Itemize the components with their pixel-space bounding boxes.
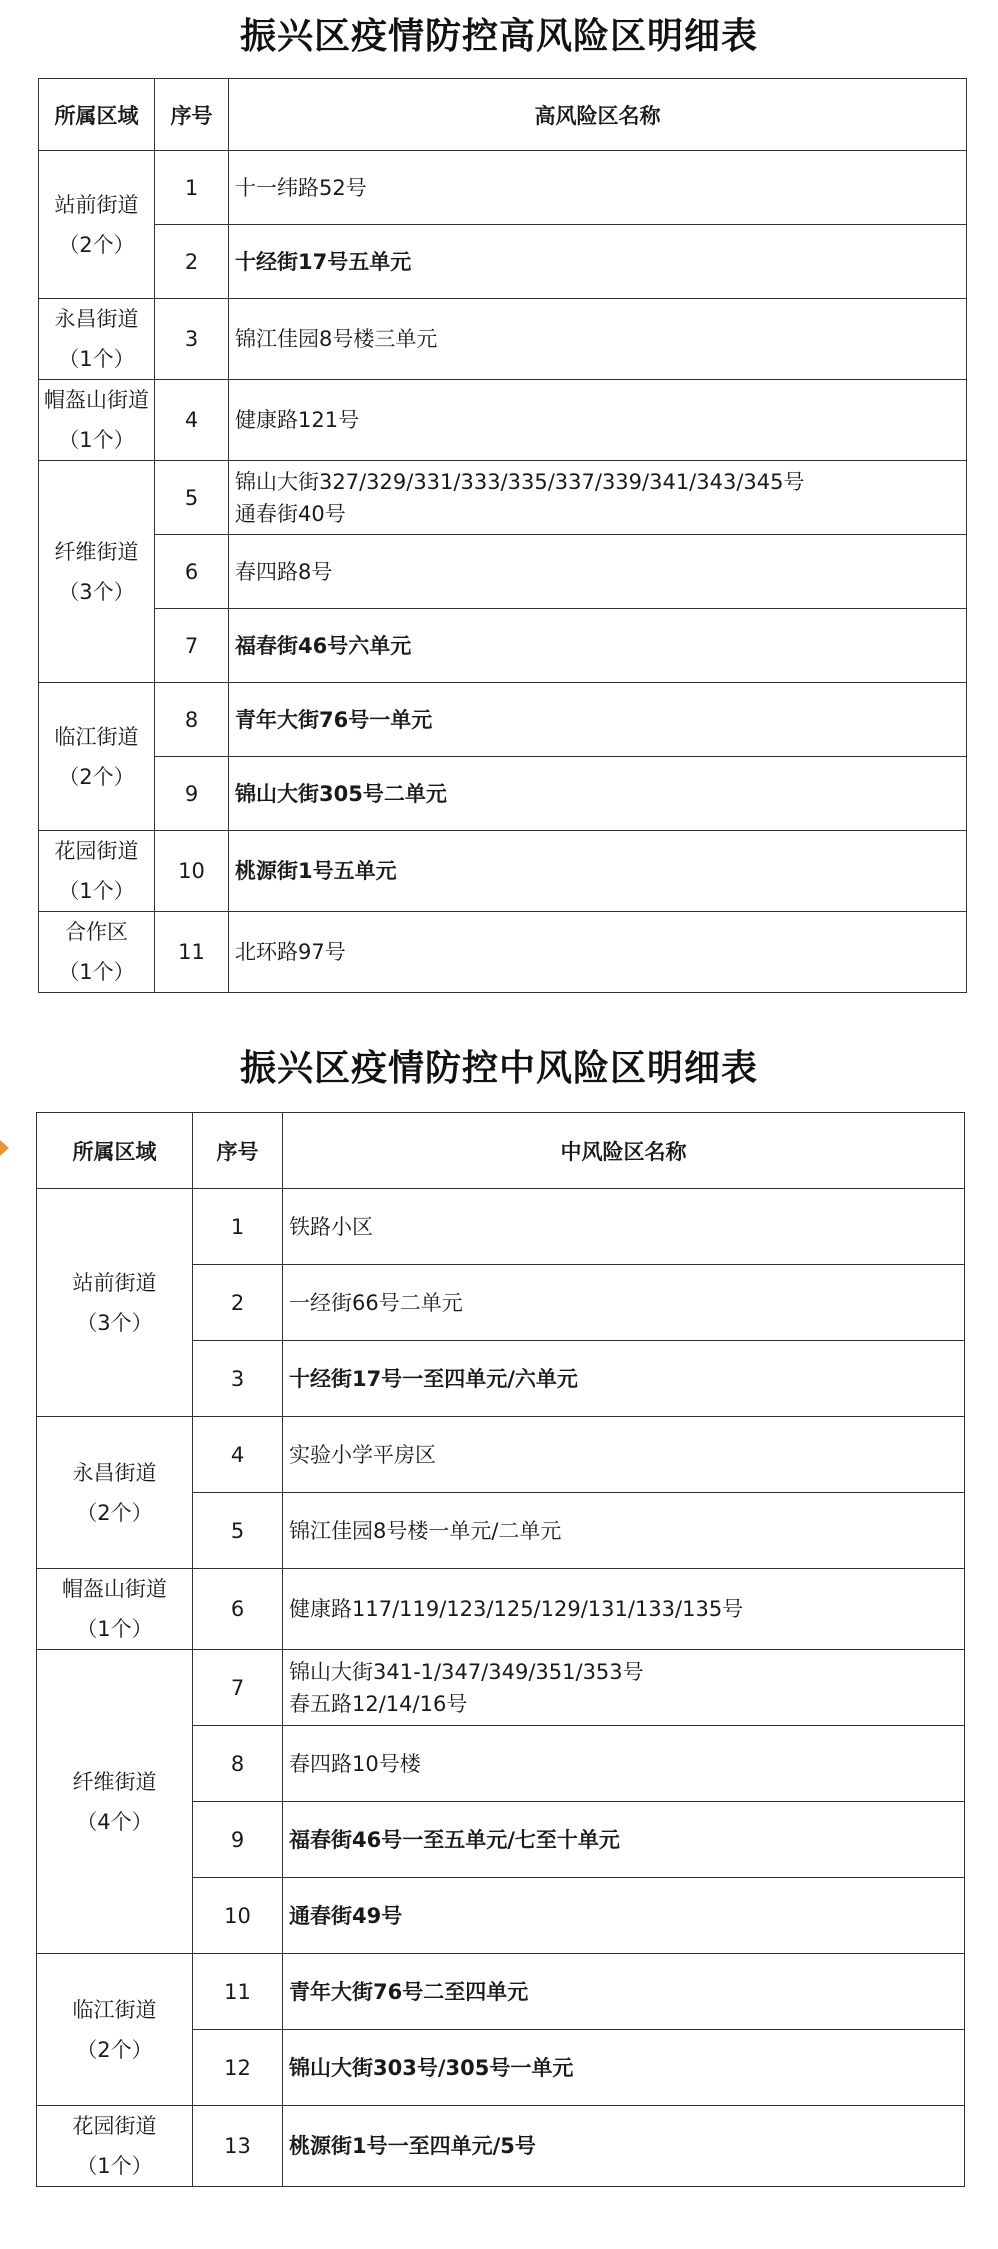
orange-arrow-marker xyxy=(0,1140,9,1156)
column-header-seq: 序号 xyxy=(193,1113,283,1189)
seq-cell: 2 xyxy=(193,1265,283,1341)
seq-cell: 11 xyxy=(155,912,229,993)
region-cell xyxy=(37,1189,193,1417)
region-count: （2个） xyxy=(76,1500,153,1525)
table-row xyxy=(39,683,967,757)
area-name-cell: 实验小学平房区 xyxy=(283,1417,965,1493)
region-count: （1个） xyxy=(76,1617,153,1641)
area-name-cell xyxy=(229,461,967,535)
seq-cell: 5 xyxy=(155,461,229,535)
region-name: 纤维街道 xyxy=(54,539,139,564)
area-name-cell: 桃源街1号一至四单元/5号 xyxy=(283,2106,965,2187)
region-count: （1个） xyxy=(76,2154,153,2178)
table-row xyxy=(37,1650,965,1726)
area-name-cell: 春四路10号楼 xyxy=(283,1726,965,1802)
region-cell xyxy=(39,461,155,683)
table-row xyxy=(37,2106,965,2187)
region-cell xyxy=(39,831,155,912)
seq-cell: 9 xyxy=(193,1802,283,1878)
table-row xyxy=(37,1569,965,1650)
column-header-seq: 序号 xyxy=(155,79,229,151)
table-row xyxy=(39,535,967,609)
region-name: 永昌街道 xyxy=(54,307,139,331)
region-name: 临江街道 xyxy=(54,724,139,749)
table-header-row xyxy=(37,1113,965,1189)
high-risk-table-title: 振兴区疫情防控高风险区明细表 xyxy=(239,16,758,57)
region-count: （4个） xyxy=(76,1809,153,1834)
table-row xyxy=(39,299,967,380)
table-row xyxy=(39,461,967,535)
area-name-cell: 锦山大街305号二单元 xyxy=(229,757,967,831)
region-cell xyxy=(39,380,155,461)
region-count: （2个） xyxy=(58,232,135,257)
table-row xyxy=(39,151,967,225)
area-name-cell: 北环路97号 xyxy=(229,912,967,993)
region-cell xyxy=(37,1417,193,1569)
column-header-region: 所属区域 xyxy=(37,1113,193,1189)
seq-cell: 6 xyxy=(155,535,229,609)
table-row xyxy=(39,225,967,299)
area-name-cell: 十经街17号五单元 xyxy=(229,225,967,299)
region-count: （2个） xyxy=(76,2037,153,2062)
seq-cell: 7 xyxy=(193,1650,283,1726)
region-cell xyxy=(37,1569,193,1650)
seq-cell: 8 xyxy=(155,683,229,757)
region-count: （1个） xyxy=(58,960,135,984)
seq-cell: 4 xyxy=(155,380,229,461)
table-row xyxy=(37,1954,965,2030)
area-name-cell: 健康路121号 xyxy=(229,380,967,461)
table-row xyxy=(39,609,967,683)
seq-cell: 11 xyxy=(193,1954,283,2030)
region-name: 帽盔山街道 xyxy=(62,1577,167,1601)
region-cell xyxy=(37,1650,193,1954)
area-name-cell: 福春街46号一至五单元/七至十单元 xyxy=(283,1802,965,1878)
seq-cell: 1 xyxy=(193,1189,283,1265)
column-header-name: 高风险区名称 xyxy=(229,79,967,151)
high-risk-table xyxy=(38,78,967,993)
region-name: 花园街道 xyxy=(54,839,139,863)
area-name-cell: 青年大街76号一单元 xyxy=(229,683,967,757)
medium-risk-table-title: 振兴区疫情防控中风险区明细表 xyxy=(239,1048,758,1089)
column-header-region: 所属区域 xyxy=(39,79,155,151)
region-name: 临江街道 xyxy=(72,1997,157,2022)
seq-cell: 8 xyxy=(193,1726,283,1802)
area-name-cell: 福春街46号六单元 xyxy=(229,609,967,683)
table-row xyxy=(39,380,967,461)
seq-cell: 3 xyxy=(193,1341,283,1417)
seq-cell: 10 xyxy=(155,831,229,912)
area-name-cell: 十经街17号一至四单元/六单元 xyxy=(283,1341,965,1417)
region-count: （1个） xyxy=(58,428,135,452)
region-cell xyxy=(39,299,155,380)
area-name-cell: 铁路小区 xyxy=(283,1189,965,1265)
region-cell xyxy=(39,912,155,993)
area-name-cell: 十一纬路52号 xyxy=(229,151,967,225)
region-count: （3个） xyxy=(58,579,135,604)
region-cell xyxy=(37,2106,193,2187)
seq-cell: 9 xyxy=(155,757,229,831)
region-name: 站前街道 xyxy=(54,192,139,217)
seq-cell: 2 xyxy=(155,225,229,299)
seq-cell: 3 xyxy=(155,299,229,380)
table-row xyxy=(37,1417,965,1493)
area-name-cell xyxy=(283,1650,965,1726)
region-name: 合作区 xyxy=(65,920,128,944)
region-name: 花园街道 xyxy=(72,2114,157,2138)
column-header-name: 中风险区名称 xyxy=(283,1113,965,1189)
area-name-line: 春五路12/14/16号 xyxy=(289,1691,468,1716)
region-name: 站前街道 xyxy=(72,1270,157,1295)
area-name-cell: 青年大街76号二至四单元 xyxy=(283,1954,965,2030)
area-name-line: 锦山大街341-1/347/349/351/353号 xyxy=(289,1659,644,1684)
seq-cell: 1 xyxy=(155,151,229,225)
area-name-cell: 锦江佳园8号楼一单元/二单元 xyxy=(283,1493,965,1569)
medium-risk-table xyxy=(36,1112,965,2187)
seq-cell: 10 xyxy=(193,1878,283,1954)
area-name-line: 锦山大街327/329/331/333/335/337/339/341/343/345号 xyxy=(235,469,805,494)
region-count: （3个） xyxy=(76,1310,153,1335)
table-row xyxy=(39,757,967,831)
region-name: 永昌街道 xyxy=(72,1460,157,1485)
area-name-cell: 锦江佳园8号楼三单元 xyxy=(229,299,967,380)
region-cell xyxy=(37,1954,193,2106)
area-name-line: 通春街40号 xyxy=(235,501,346,526)
seq-cell: 12 xyxy=(193,2030,283,2106)
area-name-cell: 健康路117/119/123/125/129/131/133/135号 xyxy=(283,1569,965,1650)
table-header-row xyxy=(39,79,967,151)
table-row xyxy=(37,1189,965,1265)
region-name: 纤维街道 xyxy=(72,1769,157,1794)
seq-cell: 7 xyxy=(155,609,229,683)
region-count: （1个） xyxy=(58,347,135,371)
area-name-cell: 春四路8号 xyxy=(229,535,967,609)
table-row xyxy=(39,831,967,912)
area-name-cell: 桃源街1号五单元 xyxy=(229,831,967,912)
area-name-cell: 一经街66号二单元 xyxy=(283,1265,965,1341)
seq-cell: 13 xyxy=(193,2106,283,2187)
region-count: （2个） xyxy=(58,764,135,789)
region-count: （1个） xyxy=(58,879,135,903)
region-cell xyxy=(39,151,155,299)
area-name-cell: 锦山大街303号/305号一单元 xyxy=(283,2030,965,2106)
area-name-cell: 通春街49号 xyxy=(283,1878,965,1954)
seq-cell: 6 xyxy=(193,1569,283,1650)
table-row xyxy=(39,912,967,993)
seq-cell: 5 xyxy=(193,1493,283,1569)
region-cell xyxy=(39,683,155,831)
seq-cell: 4 xyxy=(193,1417,283,1493)
region-name: 帽盔山街道 xyxy=(44,388,149,412)
